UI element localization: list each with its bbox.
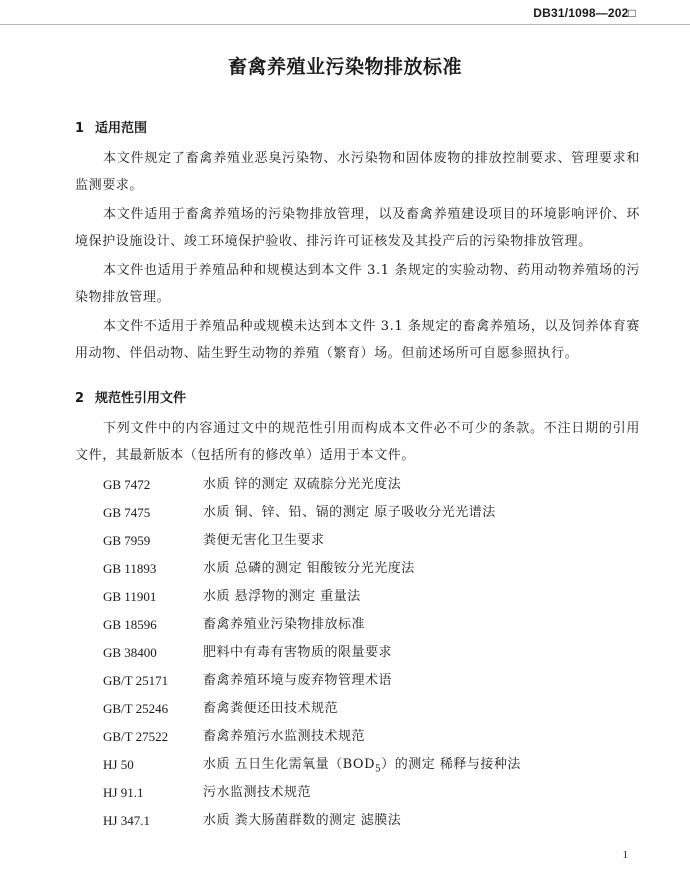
paragraph: 本文件不适用于养殖品种或规模未达到本文件 3.1 条规定的畜禽养殖场，以及饲养体育赛用动物、伴侣动物、陆生野生动物的养殖（繁育）场。但前述场所可自愿参照执行。	[75, 319, 640, 361]
header-divider	[0, 24, 690, 25]
reference-code: GB 11901	[103, 589, 157, 604]
paragraph: 本文件也适用于养殖品种和规模达到本文件 3.1 条规定的实验动物、药用动物养殖场的污染物排放管理。	[75, 263, 640, 305]
section-title: 规范性引用文件	[95, 391, 187, 406]
reference-code: GB 7475	[103, 505, 151, 520]
reference-title: 水质 粪大肠菌群数的测定 滤膜法	[203, 813, 402, 828]
reference-code: GB 38400	[103, 645, 157, 660]
reference-title: 水质 悬浮物的测定 重量法	[203, 589, 361, 604]
reference-title: 粪便无害化卫生要求	[203, 533, 325, 548]
reference-title: 畜禽粪便还田技术规范	[203, 701, 339, 716]
reference-code: HJ 91.1	[103, 785, 144, 800]
paragraph: 本文件规定了畜禽养殖业恶臭污染物、水污染物和固体废物的排放控制要求、管理要求和监测要求。	[75, 151, 640, 193]
subscript: 5	[375, 764, 382, 775]
reference-code: GB 11893	[103, 561, 157, 576]
document-code: DB31/1098—202□	[533, 6, 636, 20]
paragraph: 下列文件中的内容通过文中的规范性引用而构成本文件必不可少的条款。不注日期的引用文件，其最新版本（包括所有的修改单）适用于本文件。	[75, 421, 640, 463]
reference-code: GB 7472	[103, 477, 151, 492]
reference-title-suffix: ）的测定 稀释与接种法	[381, 757, 521, 772]
section-number: 1	[75, 121, 85, 136]
reference-title: 水质 锌的测定 双硫腙分光光度法	[203, 477, 402, 492]
reference-code: GB/T 25246	[103, 701, 169, 716]
reference-title-prefix: 水质 五日生化需氧量（BOD	[203, 757, 376, 772]
section-heading-scope	[75, 117, 147, 136]
paragraph: 本文件适用于畜禽养殖场的污染物排放管理，以及畜禽养殖建设项目的环境影响评价、环境保护设施设计、竣工环境保护验收、排污许可证核发及其投产后的污染物排放管理。	[75, 207, 640, 249]
document-title: 畜禽养殖业污染物排放标准	[227, 56, 462, 78]
reference-title: 畜禽养殖业污染物排放标准	[203, 617, 366, 632]
reference-code: GB/T 27522	[103, 729, 169, 744]
reference-title: 水质 铜、锌、铅、镉的测定 原子吸收分光光谱法	[203, 505, 496, 520]
section-heading-normative-references	[75, 387, 186, 406]
reference-title: 水质 总磷的测定 钼酸铵分光光度法	[203, 561, 415, 576]
section-title: 适用范围	[95, 121, 148, 136]
reference-code: GB 7959	[103, 533, 151, 548]
reference-title: 污水监测技术规范	[203, 785, 312, 800]
page-number: 1	[622, 849, 628, 861]
reference-code: HJ 50	[103, 757, 134, 772]
reference-title: 畜禽养殖环境与废弃物管理术语	[203, 673, 393, 688]
reference-title	[203, 756, 521, 779]
reference-code: GB/T 25171	[103, 673, 169, 688]
reference-title: 畜禽养殖污水监测技术规范	[203, 729, 366, 744]
reference-code: HJ 347.1	[103, 813, 150, 828]
reference-title: 肥料中有毒有害物质的限量要求	[203, 645, 393, 660]
reference-code: GB 18596	[103, 617, 157, 632]
section-number: 2	[75, 391, 85, 406]
